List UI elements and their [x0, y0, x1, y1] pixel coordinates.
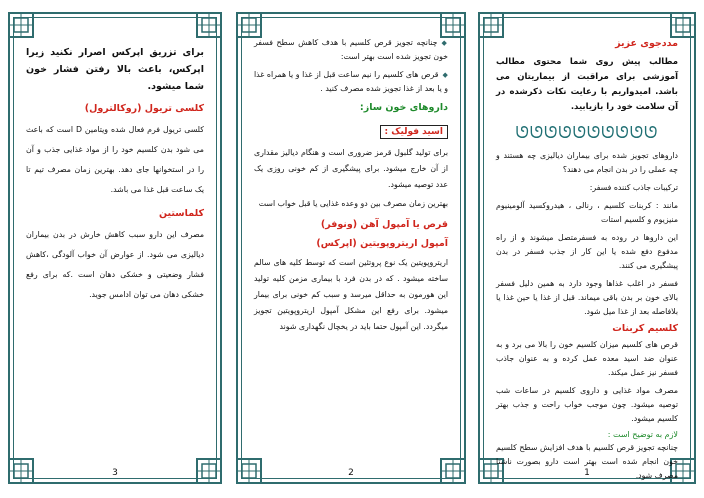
- dialysis-drugs-question: داروهای تجویز شده برای بیماران دیالیزی چه هستند و چه عملی را در بدن انجام می دهند؟: [496, 151, 678, 174]
- blood-drugs-heading: داروهای خون ساز:: [359, 102, 448, 113]
- calcium-carbonate-heading: کلسیم کربنات: [612, 323, 678, 334]
- page-1-panel: [478, 12, 696, 484]
- calcium-bullet-2: ◆ قرص های کلسیم را نیم ساعت قبل از غذا و یا همراه غذا و یا بعد از غذا تجویز شده مصرف کنید .: [254, 68, 448, 96]
- folic-acid-tag: اسید فولیک :: [380, 125, 448, 139]
- page-number: 3: [112, 468, 118, 478]
- page-2-content: [254, 36, 448, 458]
- page-1-content: [496, 36, 678, 480]
- calcium-carbonate-text: قرص های کلسیم میزان کلسیم خون را بالا می برد و به عنوان ضد اسید معده عمل کرده و به عنوان جاذب فسفر نیز عمل میکند.: [496, 340, 678, 377]
- epo-heading: آمپول اریتروپویتین (اپرکس): [316, 238, 448, 249]
- intro-text: برای تزریق اپرکس اصرار نکنید زیرا اپرکس، باعث بالا رفتن فشار خون شما میشود.: [26, 47, 204, 92]
- corner-ornament-icon: [670, 12, 696, 38]
- corner-ornament-icon: [478, 12, 504, 38]
- phosphate-binders-title: ترکیبات جاذب کننده فسفر:: [589, 183, 678, 192]
- chain-ornament-icon: ᘎᘎᘎᘎᘎᘎᘎᘎᘎᘎ: [515, 123, 659, 142]
- clemastine-text: مصرف این دارو سبب کاهش خارش در بدن بیماران دیالیزی می شود. از عوارض آن خواب آلودگی ،کاهش فشار وضعیتی و خشکی دهان است .که برای رفع خشکی دهان می توان ادامس جوید.: [26, 230, 204, 299]
- folic-acid-text: برای تولید گلبول قرمز ضروری است و هنگام دیالیز مقداری از آن خارج میشود. برای پیشگیری از کم خونی روزی یک عدد توصیه میشود.: [254, 148, 448, 189]
- calcium-night-text: مصرف مواد غذایی و داروی کلسیم در ساعات شب توصیه میشود. چون موجب خواب راحت و جذب بهتر کلسیم میشود.: [496, 386, 678, 423]
- note-subheading: لازم به توضیح است :: [607, 430, 678, 439]
- epo-text: اریتروپویتین یک نوع پروتئین است که توسط کلیه های سالم ساخته میشود . که در بدن فرد با بیماری مزمن کلیه تولید این هورمون به حداقل میرسد و سبب کم خونی برای بیمار میشود. برای رفع این مشکل آمپول اریتروپویتین تجویز میگردد. این آمپول حتما باید در یخچال نگهداری شوند: [254, 258, 448, 331]
- iron-heading: قرص یا آمپول آهن (ونوفر): [320, 219, 448, 230]
- page-number: 2: [348, 468, 354, 478]
- phosphate-binders-examples: مانند : کربنات کلسیم ، رنالی ، هیدروکسید آلومینیوم منیزیوم و کلسیم استات: [496, 201, 678, 224]
- calcitriol-heading: کلسی تریول (روکالترول): [84, 103, 204, 114]
- intro-text: مطالب پیش روی شما محتوی مطالب آموزشی برای مراقبت از بیماریتان می باشد. امیدواریم با رعایت نکات ذکرشده در آن سلامت خود را بازیابید.: [496, 57, 678, 112]
- page-2-panel: [236, 12, 466, 484]
- corner-ornament-icon: [8, 12, 34, 38]
- page-number: 1: [584, 468, 590, 478]
- page-3-panel: [8, 12, 222, 484]
- calcium-bullet-1: ◆ چنانچه تجویز قرص کلسیم با هدف کاهش سطح فسفر خون تجویز شده است بهتر است:: [254, 36, 448, 64]
- calcitriol-text: کلسی تریول فرم فعال شده ویتامین D است که باعث می شود بدن کلسیم خود را از مواد غذایی جذب و آن را در استخوانها جای دهد. بهترین زمان مصرف تیم تا یک ساعت قبل غذا می باشد.: [26, 125, 204, 194]
- clemastine-heading: کلماستین: [159, 208, 204, 219]
- page-3-content: [26, 44, 204, 458]
- phosphate-intake-text: فسفر در اغلب غذاها وجود دارد به همین دلیل فسفر بالای خون بر بدن باقی میماند. قبل از غذا یا حین غذا یا بلافاصله بعد از غذا میل شود.: [496, 279, 678, 316]
- greeting-heading: مددجوی عزیز: [615, 38, 678, 49]
- phosphate-binders-action: این داروها در روده به فسفرمتصل میشوند و از راه مدفوع دفع شده یا این کار از جذب فسفر در بدن پیشگیری می کنند.: [496, 233, 678, 270]
- calcium-note-text: چنانچه تجویز قرص کلسیم با هدف افزایش سطح کلسیم خون انجام شده است بهتر است دارو بصورت ناشتا مصرف شود.: [496, 443, 678, 480]
- corner-ornament-icon: [196, 12, 222, 38]
- corner-ornament-icon: [236, 12, 262, 38]
- folic-acid-time: بهترین زمان مصرف بین دو وعده غذایی یا قبل خواب است: [258, 199, 448, 208]
- corner-ornament-icon: [440, 12, 466, 38]
